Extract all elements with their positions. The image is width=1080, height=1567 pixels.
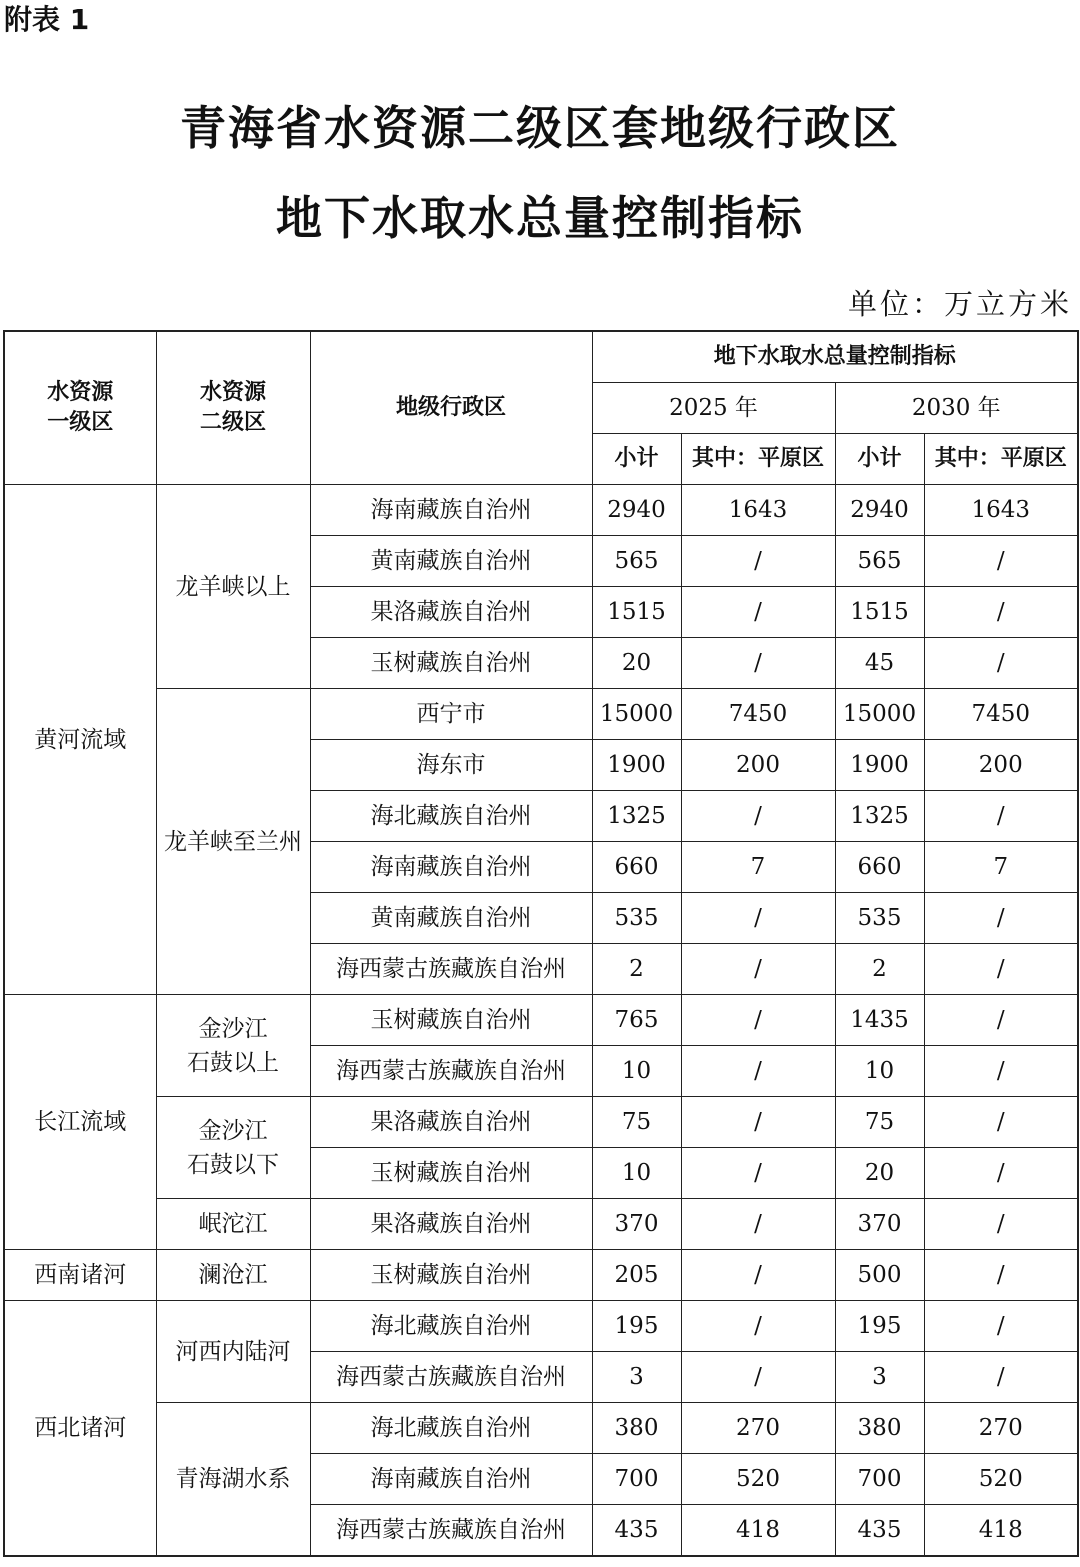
header-plain-2030: 其中：平原区 bbox=[924, 434, 1078, 485]
subtotal-2025: 205 bbox=[592, 1250, 681, 1301]
plain-2025: 7450 bbox=[681, 689, 835, 740]
admin-cell: 黄南藏族自治州 bbox=[310, 536, 592, 587]
subtotal-2025: 1900 bbox=[592, 740, 681, 791]
subtotal-2025: 380 bbox=[592, 1403, 681, 1454]
table-row bbox=[4, 995, 1078, 1046]
plain-2030: / bbox=[924, 1046, 1078, 1097]
plain-2030: / bbox=[924, 1097, 1078, 1148]
plain-2030: / bbox=[924, 1250, 1078, 1301]
admin-cell: 海南藏族自治州 bbox=[310, 842, 592, 893]
plain-2030: 1643 bbox=[924, 485, 1078, 536]
subtotal-2025: 700 bbox=[592, 1454, 681, 1505]
plain-2025: / bbox=[681, 1199, 835, 1250]
plain-2025: / bbox=[681, 791, 835, 842]
admin-cell: 海西蒙古族藏族自治州 bbox=[310, 1505, 592, 1557]
subtotal-2030: 20 bbox=[835, 1148, 924, 1199]
plain-2030: / bbox=[924, 791, 1078, 842]
admin-cell: 海南藏族自治州 bbox=[310, 1454, 592, 1505]
table-row bbox=[4, 1250, 1078, 1301]
admin-cell: 海西蒙古族藏族自治州 bbox=[310, 1046, 592, 1097]
level2-longyangxia-up: 龙羊峡以上 bbox=[156, 485, 310, 689]
subtotal-2025: 435 bbox=[592, 1505, 681, 1557]
plain-2030: / bbox=[924, 536, 1078, 587]
subtotal-2030: 195 bbox=[835, 1301, 924, 1352]
plain-2025: / bbox=[681, 893, 835, 944]
subtotal-2025: 2940 bbox=[592, 485, 681, 536]
subtotal-2025: 195 bbox=[592, 1301, 681, 1352]
plain-2030: 7 bbox=[924, 842, 1078, 893]
level1-xibei: 西北诸河 bbox=[4, 1301, 156, 1557]
subtotal-2030: 2940 bbox=[835, 485, 924, 536]
subtotal-2030: 700 bbox=[835, 1454, 924, 1505]
table-row bbox=[4, 689, 1078, 740]
header-subtotal-2030: 小计 bbox=[835, 434, 924, 485]
table-row bbox=[4, 1403, 1078, 1454]
subtotal-2030: 75 bbox=[835, 1097, 924, 1148]
page-title-line2: 地下水取水总量控制指标 bbox=[276, 191, 804, 245]
plain-2030: 7450 bbox=[924, 689, 1078, 740]
admin-cell: 海西蒙古族藏族自治州 bbox=[310, 944, 592, 995]
plain-2025: 418 bbox=[681, 1505, 835, 1557]
plain-2025: / bbox=[681, 1148, 835, 1199]
level2-qinghaihu: 青海湖水系 bbox=[156, 1403, 310, 1557]
subtotal-2025: 765 bbox=[592, 995, 681, 1046]
admin-cell: 海西蒙古族藏族自治州 bbox=[310, 1352, 592, 1403]
level2-hexi: 河西内陆河 bbox=[156, 1301, 310, 1403]
subtotal-2030: 45 bbox=[835, 638, 924, 689]
header-quota-group: 地下水取水总量控制指标 bbox=[592, 331, 1078, 383]
admin-cell: 玉树藏族自治州 bbox=[310, 995, 592, 1046]
subtotal-2030: 660 bbox=[835, 842, 924, 893]
subtotal-2030: 1515 bbox=[835, 587, 924, 638]
plain-2025: / bbox=[681, 944, 835, 995]
plain-2025: / bbox=[681, 1250, 835, 1301]
subtotal-2025: 20 bbox=[592, 638, 681, 689]
plain-2030: / bbox=[924, 1301, 1078, 1352]
subtotal-2025: 10 bbox=[592, 1148, 681, 1199]
subtotal-2030: 10 bbox=[835, 1046, 924, 1097]
unit-label: 单位：万立方米 bbox=[847, 287, 1072, 321]
table-row bbox=[4, 1097, 1078, 1148]
plain-2025: 200 bbox=[681, 740, 835, 791]
level1-changjiang: 长江流域 bbox=[4, 995, 156, 1250]
plain-2030: / bbox=[924, 944, 1078, 995]
subtotal-2025: 1515 bbox=[592, 587, 681, 638]
subtotal-2030: 370 bbox=[835, 1199, 924, 1250]
subtotal-2030: 535 bbox=[835, 893, 924, 944]
header-row-1 bbox=[4, 331, 1078, 383]
plain-2030: / bbox=[924, 893, 1078, 944]
plain-2025: 7 bbox=[681, 842, 835, 893]
plain-2030: 520 bbox=[924, 1454, 1078, 1505]
plain-2025: / bbox=[681, 536, 835, 587]
header-subtotal-2025: 小计 bbox=[592, 434, 681, 485]
subtotal-2030: 1325 bbox=[835, 791, 924, 842]
plain-2025: 1643 bbox=[681, 485, 835, 536]
subtotal-2025: 10 bbox=[592, 1046, 681, 1097]
subtotal-2030: 565 bbox=[835, 536, 924, 587]
admin-cell: 海东市 bbox=[310, 740, 592, 791]
appendix-label: 附表 1 bbox=[4, 3, 90, 36]
subtotal-2025: 660 bbox=[592, 842, 681, 893]
admin-cell: 玉树藏族自治州 bbox=[310, 638, 592, 689]
plain-2025: / bbox=[681, 1352, 835, 1403]
plain-2030: / bbox=[924, 1148, 1078, 1199]
plain-2025: / bbox=[681, 1097, 835, 1148]
plain-2025: / bbox=[681, 587, 835, 638]
admin-cell: 海南藏族自治州 bbox=[310, 485, 592, 536]
plain-2025: 520 bbox=[681, 1454, 835, 1505]
admin-cell: 海北藏族自治州 bbox=[310, 1403, 592, 1454]
subtotal-2025: 370 bbox=[592, 1199, 681, 1250]
level2-mintuo: 岷沱江 bbox=[156, 1199, 310, 1250]
admin-cell: 果洛藏族自治州 bbox=[310, 587, 592, 638]
table-row bbox=[4, 1199, 1078, 1250]
header-year-2025: 2025 年 bbox=[592, 383, 835, 434]
plain-2030: / bbox=[924, 995, 1078, 1046]
admin-cell: 果洛藏族自治州 bbox=[310, 1097, 592, 1148]
subtotal-2030: 15000 bbox=[835, 689, 924, 740]
plain-2025: / bbox=[681, 638, 835, 689]
plain-2025: / bbox=[681, 995, 835, 1046]
subtotal-2025: 2 bbox=[592, 944, 681, 995]
level2-jinsha-up: 金沙江 石鼓以上 bbox=[156, 995, 310, 1097]
plain-2030: 270 bbox=[924, 1403, 1078, 1454]
header-admin: 地级行政区 bbox=[310, 331, 592, 485]
plain-2030: / bbox=[924, 1352, 1078, 1403]
table-row bbox=[4, 1301, 1078, 1352]
level1-xinan: 西南诸河 bbox=[4, 1250, 156, 1301]
header-year-2030: 2030 年 bbox=[835, 383, 1078, 434]
subtotal-2030: 435 bbox=[835, 1505, 924, 1557]
subtotal-2025: 535 bbox=[592, 893, 681, 944]
admin-cell: 玉树藏族自治州 bbox=[310, 1148, 592, 1199]
admin-cell: 海北藏族自治州 bbox=[310, 791, 592, 842]
level2-lancang: 澜沧江 bbox=[156, 1250, 310, 1301]
subtotal-2030: 1435 bbox=[835, 995, 924, 1046]
header-level2: 水资源 二级区 bbox=[156, 331, 310, 485]
quota-table bbox=[3, 330, 1079, 1557]
level2-longyangxia-lanzhou: 龙羊峡至兰州 bbox=[156, 689, 310, 995]
page-title-line1: 青海省水资源二级区套地级行政区 bbox=[180, 101, 900, 155]
subtotal-2025: 15000 bbox=[592, 689, 681, 740]
plain-2030: 418 bbox=[924, 1505, 1078, 1557]
subtotal-2030: 2 bbox=[835, 944, 924, 995]
header-plain-2025: 其中：平原区 bbox=[681, 434, 835, 485]
subtotal-2025: 3 bbox=[592, 1352, 681, 1403]
header-level1: 水资源 一级区 bbox=[4, 331, 156, 485]
admin-cell: 黄南藏族自治州 bbox=[310, 893, 592, 944]
plain-2025: 270 bbox=[681, 1403, 835, 1454]
admin-cell: 西宁市 bbox=[310, 689, 592, 740]
plain-2030: / bbox=[924, 638, 1078, 689]
admin-cell: 玉树藏族自治州 bbox=[310, 1250, 592, 1301]
subtotal-2030: 3 bbox=[835, 1352, 924, 1403]
subtotal-2030: 380 bbox=[835, 1403, 924, 1454]
plain-2030: / bbox=[924, 587, 1078, 638]
admin-cell: 果洛藏族自治州 bbox=[310, 1199, 592, 1250]
plain-2030: / bbox=[924, 1199, 1078, 1250]
level1-huanghe: 黄河流域 bbox=[4, 485, 156, 995]
plain-2025: / bbox=[681, 1301, 835, 1352]
subtotal-2025: 75 bbox=[592, 1097, 681, 1148]
subtotal-2030: 500 bbox=[835, 1250, 924, 1301]
subtotal-2030: 1900 bbox=[835, 740, 924, 791]
subtotal-2025: 565 bbox=[592, 536, 681, 587]
subtotal-2025: 1325 bbox=[592, 791, 681, 842]
level2-jinsha-down: 金沙江 石鼓以下 bbox=[156, 1097, 310, 1199]
plain-2030: 200 bbox=[924, 740, 1078, 791]
table-row bbox=[4, 485, 1078, 536]
admin-cell: 海北藏族自治州 bbox=[310, 1301, 592, 1352]
plain-2025: / bbox=[681, 1046, 835, 1097]
